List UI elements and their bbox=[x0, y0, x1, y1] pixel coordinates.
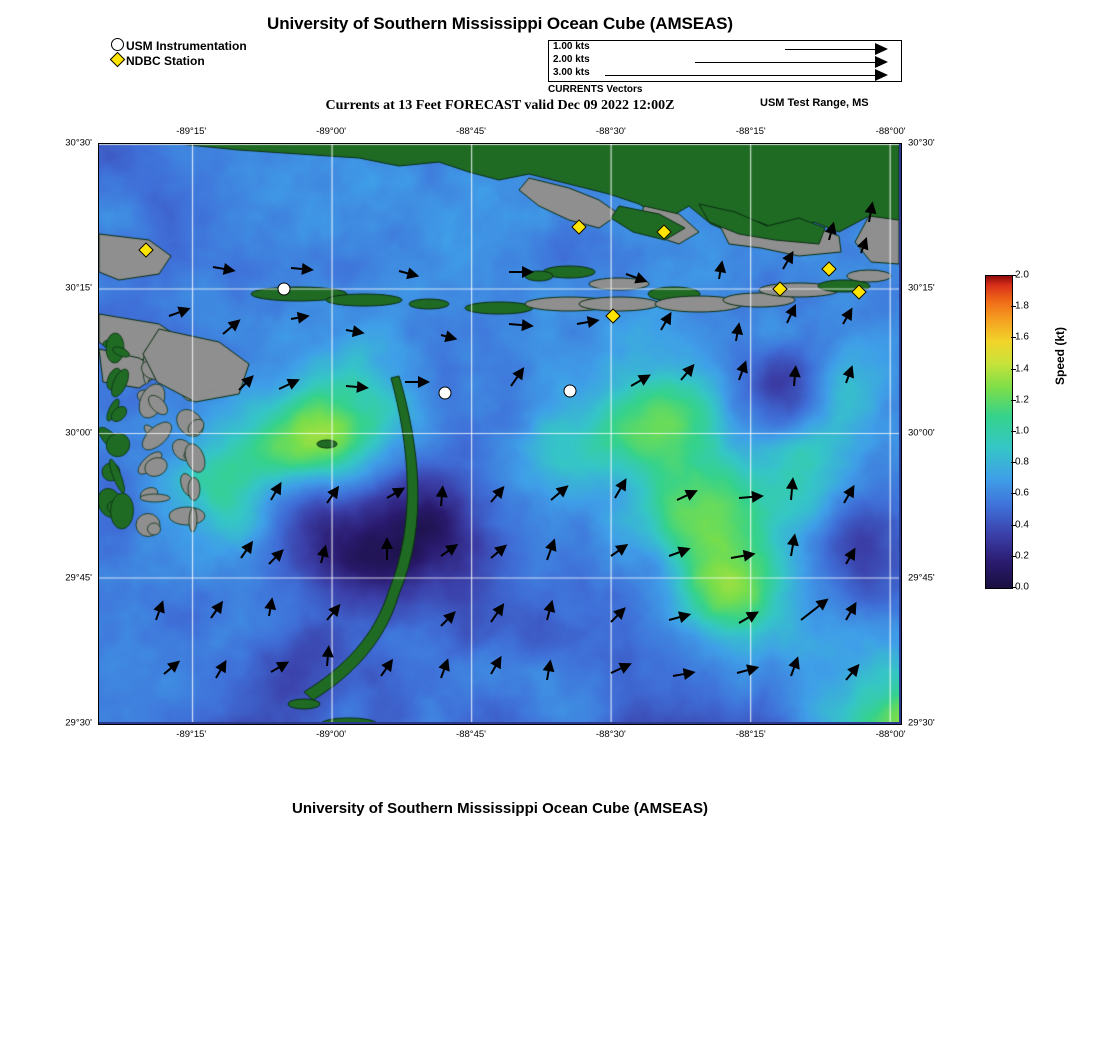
current-vector-arrow bbox=[667, 541, 694, 562]
current-vector-arrow bbox=[547, 479, 574, 505]
y-tick-right: 29°45' bbox=[908, 572, 935, 584]
current-vector-arrow bbox=[729, 320, 746, 342]
footer-title: University of Southern Mississippi Ocean Cube (AMSEAS) bbox=[292, 800, 708, 817]
x-tick-top: -89°15' bbox=[176, 126, 207, 137]
current-vector-arrow bbox=[436, 605, 461, 630]
colorbar-tick-label: 0.8 bbox=[1015, 456, 1029, 468]
current-vector-arrow bbox=[290, 309, 312, 326]
current-vector-arrow bbox=[822, 219, 841, 242]
current-vector-arrow bbox=[854, 234, 873, 256]
y-tick-left: 29°30' bbox=[65, 717, 92, 729]
usm-instrumentation-marker[interactable] bbox=[278, 283, 291, 296]
x-tick-top: -88°00' bbox=[875, 126, 906, 137]
colorbar-tick-label: 1.0 bbox=[1015, 425, 1029, 437]
current-vector-arrow bbox=[730, 547, 758, 565]
current-vector-arrow bbox=[234, 369, 259, 394]
legend-item-usm bbox=[108, 38, 247, 53]
ndbc-station-marker[interactable] bbox=[571, 219, 587, 235]
current-vector-arrow bbox=[321, 481, 345, 507]
y-tick-left: 30°30' bbox=[65, 137, 92, 149]
map-overlay bbox=[99, 144, 899, 722]
current-vector-arrow bbox=[487, 538, 513, 563]
colorbar-tick-label: 1.4 bbox=[1015, 363, 1029, 375]
current-vector-arrow bbox=[862, 199, 880, 223]
current-vector-arrow bbox=[167, 301, 194, 322]
vector-key-label-2: 2.00 kts bbox=[553, 54, 590, 65]
current-vector-arrow bbox=[439, 328, 460, 346]
colorbar-label: Speed (kt) bbox=[1053, 326, 1067, 385]
x-tick-bottom: -89°15' bbox=[176, 729, 207, 740]
vector-key-line-2 bbox=[695, 62, 875, 63]
x-tick-top: -88°30' bbox=[595, 126, 626, 137]
current-vector-arrow bbox=[320, 643, 336, 666]
current-vector-arrow bbox=[672, 665, 698, 683]
legend-item-ndbc bbox=[108, 53, 247, 68]
current-vector-arrow bbox=[735, 660, 762, 680]
current-vector-arrow bbox=[732, 357, 753, 382]
vector-key-row-2 bbox=[549, 55, 901, 68]
current-vector-arrow bbox=[606, 601, 631, 626]
current-vector-arrow bbox=[345, 323, 367, 340]
diamond-marker-icon bbox=[108, 54, 126, 68]
current-vector-arrow bbox=[676, 359, 701, 385]
current-vector-arrow bbox=[838, 480, 861, 506]
current-vector-arrow bbox=[674, 484, 702, 507]
y-tick-right: 30°30' bbox=[908, 137, 935, 149]
current-vector-arrow bbox=[434, 655, 455, 680]
x-tick-top: -88°45' bbox=[456, 126, 486, 137]
current-vector-arrow bbox=[624, 267, 651, 288]
vector-key-arrowhead-1 bbox=[875, 43, 888, 55]
current-vector-arrow bbox=[210, 655, 233, 681]
current-vector-arrow bbox=[787, 363, 803, 386]
current-vector-arrow bbox=[576, 313, 602, 331]
current-vector-arrow bbox=[290, 261, 315, 277]
current-vector-arrow bbox=[509, 265, 535, 279]
current-vector-arrow bbox=[505, 362, 530, 390]
current-vector-arrow bbox=[777, 246, 800, 272]
y-tick-right: 30°00' bbox=[908, 427, 935, 439]
current-vector-arrow bbox=[841, 659, 866, 685]
current-vector-arrow bbox=[212, 260, 238, 278]
y-tick-left: 30°00' bbox=[65, 427, 92, 439]
vector-key-arrowhead-3 bbox=[875, 69, 888, 81]
current-vector-arrow bbox=[784, 531, 802, 557]
x-tick-bottom: -88°45' bbox=[456, 729, 486, 740]
current-vector-arrow bbox=[276, 373, 304, 396]
current-vector-arrow bbox=[205, 596, 229, 622]
page-title: University of Southern Mississippi Ocean Cube (AMSEAS) bbox=[267, 14, 733, 33]
current-vector-arrow bbox=[264, 543, 289, 568]
current-vector-arrow bbox=[840, 543, 862, 567]
x-tick-bottom: -88°00' bbox=[875, 729, 906, 740]
colorbar-tick-label: 1.6 bbox=[1015, 331, 1029, 343]
current-vector-arrow bbox=[667, 607, 694, 627]
marker-legend bbox=[108, 38, 247, 68]
y-tick-right: 29°30' bbox=[908, 717, 935, 729]
current-vector-arrow bbox=[655, 307, 678, 333]
map-plot-area[interactable] bbox=[98, 143, 902, 725]
legend-label-ndbc: NDBC Station bbox=[126, 53, 205, 68]
ndbc-station-marker[interactable] bbox=[656, 224, 672, 240]
region-label: USM Test Range, MS bbox=[760, 97, 869, 109]
usm-instrumentation-marker[interactable] bbox=[564, 385, 577, 398]
colorbar-tick-label: 0.6 bbox=[1015, 487, 1029, 499]
x-tick-top: -89°00' bbox=[316, 126, 347, 137]
colorbar-tick-label: 1.2 bbox=[1015, 394, 1029, 406]
colorbar-tick-label: 0.2 bbox=[1015, 550, 1029, 562]
current-vector-arrow bbox=[345, 379, 370, 395]
current-vector-arrow bbox=[405, 375, 431, 389]
current-vector-arrow bbox=[540, 597, 559, 622]
current-vector-arrow bbox=[485, 651, 508, 677]
current-vector-arrow bbox=[607, 538, 633, 562]
x-tick-bottom: -89°00' bbox=[316, 729, 347, 740]
x-tick-bottom: -88°30' bbox=[595, 729, 626, 740]
current-vector-arrow bbox=[837, 303, 859, 327]
usm-instrumentation-marker[interactable] bbox=[439, 387, 452, 400]
vector-key-label-1: 1.00 kts bbox=[553, 41, 590, 52]
current-vector-arrow bbox=[784, 653, 805, 678]
current-vector-arrow bbox=[628, 368, 656, 392]
x-tick-bottom: -88°15' bbox=[735, 729, 766, 740]
current-vector-arrow bbox=[314, 542, 333, 565]
current-vector-arrow bbox=[540, 535, 561, 562]
ndbc-station-marker[interactable] bbox=[605, 308, 621, 324]
current-vector-arrow bbox=[268, 655, 294, 678]
ndbc-station-marker[interactable] bbox=[821, 261, 837, 277]
x-tick-top: -88°15' bbox=[735, 126, 766, 137]
current-vector-arrow bbox=[397, 264, 422, 283]
current-vector-arrow bbox=[160, 654, 186, 679]
current-vector-arrow bbox=[437, 538, 463, 562]
current-vector-arrow bbox=[797, 592, 834, 625]
ndbc-station-marker[interactable] bbox=[851, 284, 867, 300]
current-vector-arrow bbox=[434, 483, 450, 506]
y-tick-right: 30°15' bbox=[908, 282, 935, 294]
vector-key-arrowhead-2 bbox=[875, 56, 888, 68]
vector-key-label-3: 3.00 kts bbox=[553, 67, 590, 78]
current-vector-arrow bbox=[149, 597, 170, 622]
vector-key-row-1 bbox=[549, 42, 901, 55]
current-vector-arrow bbox=[781, 300, 803, 326]
current-vector-arrow bbox=[840, 597, 863, 623]
current-vector-arrow bbox=[712, 258, 729, 280]
vector-key-line-1 bbox=[785, 49, 875, 50]
current-vector-arrow bbox=[375, 654, 399, 680]
legend-label-usm: USM Instrumentation bbox=[126, 38, 247, 53]
y-tick-left: 30°15' bbox=[65, 282, 92, 294]
vector-key-row-3 bbox=[549, 68, 901, 81]
current-vector-arrow bbox=[235, 536, 259, 562]
colorbar-tick-label: 0.0 bbox=[1015, 581, 1029, 593]
y-tick-left: 29°45' bbox=[65, 572, 92, 584]
current-vector-arrow bbox=[784, 475, 800, 500]
current-vector-arrow bbox=[738, 489, 765, 505]
colorbar-tick-label: 1.8 bbox=[1015, 300, 1029, 312]
vector-key-caption: CURRENTS Vectors bbox=[548, 84, 643, 95]
ndbc-station-marker[interactable] bbox=[772, 281, 788, 297]
current-vector-arrow bbox=[486, 481, 511, 507]
current-vector-arrow bbox=[540, 657, 558, 681]
chart-subtitle: Currents at 13 Feet FORECAST valid Dec 09 2022 12:00Z bbox=[325, 98, 675, 113]
colorbar-tick-label: 0.4 bbox=[1015, 519, 1029, 531]
current-vector-arrow bbox=[839, 362, 859, 386]
current-vector-arrow bbox=[508, 317, 535, 333]
vector-scale-key bbox=[548, 40, 902, 82]
current-vector-arrow bbox=[219, 313, 246, 339]
current-vector-arrow bbox=[322, 599, 347, 625]
colorbar-gradient bbox=[985, 275, 1013, 589]
current-vector-arrow bbox=[384, 481, 410, 504]
current-vector-arrow bbox=[609, 474, 633, 502]
current-vector-arrow bbox=[380, 536, 394, 560]
current-vector-arrow bbox=[736, 605, 764, 629]
vector-key-line-3 bbox=[605, 75, 875, 76]
current-vector-arrow bbox=[608, 657, 636, 680]
current-vector-arrow bbox=[485, 598, 510, 626]
colorbar-tick-label: 2.0 bbox=[1015, 269, 1029, 281]
current-vector-arrow bbox=[262, 595, 279, 617]
current-vector-arrow bbox=[265, 477, 288, 503]
ndbc-station-marker[interactable] bbox=[138, 242, 154, 258]
